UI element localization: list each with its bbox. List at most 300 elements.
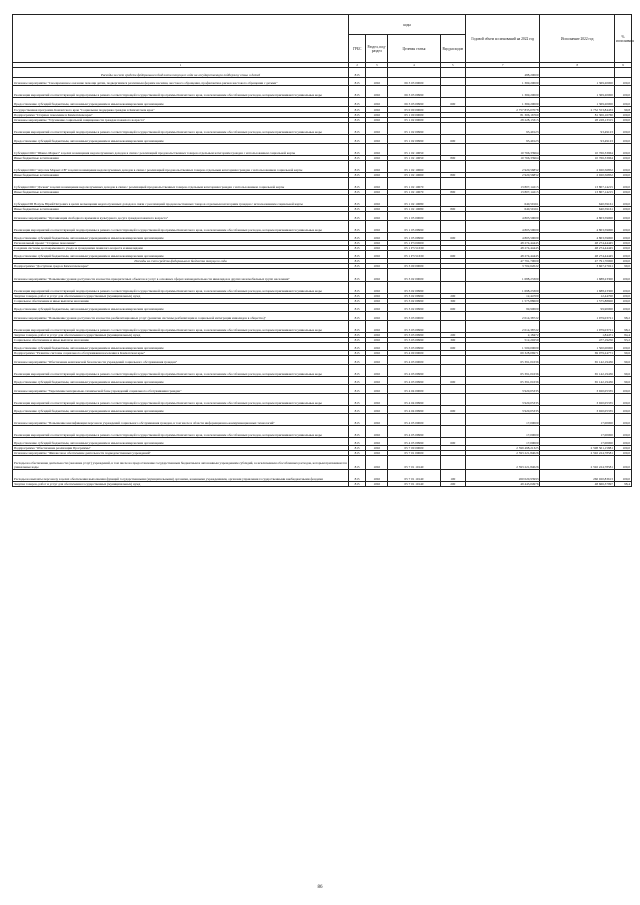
- row-vid-cell: [440, 221, 466, 233]
- row-razdel-cell: 1002: [366, 118, 388, 123]
- table-row: [13, 161, 632, 173]
- row-pct-cell: 100,0: [614, 282, 631, 294]
- table-row: [13, 365, 632, 377]
- row-vid-cell: [440, 385, 466, 394]
- row-grbs-cell: 815: [349, 123, 366, 135]
- row-pct-cell: 100,0: [614, 123, 631, 135]
- row-name-cell: Реализация мероприятий соответствующей подпрограммы в рамках соответствующей государственной программы Камчатского края, за исключением обособленных расходов, которым присваиваются уникальные коды: [13, 394, 349, 406]
- idx-cell: 5: [440, 63, 466, 68]
- row-name-cell: Реализация мероприятий соответствующей подпрограммы в рамках соответствующей государственной программы Камчатского края, за исключением обособленных расходов, которым присваиваются уникальные коды: [13, 282, 349, 294]
- row-vid-cell: [440, 365, 466, 377]
- row-vid-cell: 600: [440, 377, 466, 385]
- row-name-cell: Предоставление субсидий бюджетным, автономным учреждениям и иным некоммерческим организациям: [13, 406, 349, 414]
- row-razdel-cell: 1002: [366, 338, 388, 343]
- row-target-cell: 05 4 03 09990: [388, 365, 440, 377]
- idx-cell: 2: [349, 63, 366, 68]
- row-pct-cell: 100,0: [614, 251, 631, 259]
- row-vid-cell: 600: [440, 304, 466, 312]
- header-vid: Вид расходов: [440, 35, 466, 63]
- row-name-cell: Закупка товаров, работ и услуг для обеспечения государственных (муниципальных) нужд: [13, 333, 349, 338]
- row-grbs-cell: 815: [349, 482, 366, 487]
- row-pct-cell: 100,0: [614, 446, 631, 451]
- row-exec-cell: 1 369,20000: [540, 78, 614, 86]
- row-pct-cell: 99,0: [614, 264, 631, 269]
- row-grbs-cell: 815: [349, 68, 366, 78]
- row-grbs-cell: 815: [349, 333, 366, 338]
- row-razdel-cell: 1002: [366, 233, 388, 241]
- row-target-cell: 05 1 02 10660: [388, 173, 440, 178]
- row-exec-cell: 99,90000: [540, 304, 614, 312]
- row-razdel-cell: 1002: [366, 135, 388, 144]
- row-pct-cell: 100,0: [614, 438, 631, 446]
- row-razdel-cell: 1002: [366, 470, 388, 482]
- row-plan-cell: 260 020,93993: [466, 470, 540, 482]
- row-pct-cell: 100,0: [614, 233, 631, 241]
- row-exec-cell: 69 079,24771: [540, 351, 614, 356]
- row-pct-cell: 100,0: [614, 246, 631, 251]
- row-name-cell: Подпрограмма "Доступная среда в Камчатском крае": [13, 264, 349, 269]
- row-pct-cell: 98,2: [614, 312, 631, 321]
- row-razdel-cell: 1002: [366, 221, 388, 233]
- header-exec: Исполнение 2022 год: [540, 15, 614, 63]
- row-plan-cell: 93,49123: [466, 135, 540, 144]
- row-name-cell: Предоставление субсидий бюджетным, автономным учреждениям и иным некоммерческим организациям: [13, 304, 349, 312]
- row-target-cell: 05 7 01 10140: [388, 470, 440, 482]
- row-pct-cell: 100,0: [614, 269, 631, 282]
- row-razdel-cell: 1002: [366, 426, 388, 438]
- row-vid-cell: [440, 312, 466, 321]
- row-exec-cell: 1 979,03721: [540, 321, 614, 333]
- table-row: [13, 377, 632, 385]
- row-grbs-cell: 815: [349, 173, 366, 178]
- idx-cell: 3: [366, 63, 388, 68]
- row-name-cell: Реализация мероприятий соответствующей подпрограммы в рамках соответствующей государственной программы Камчатского края, за исключением обособленных расходов, которым присваиваются уникальные коды: [13, 426, 349, 438]
- row-plan-cell: 3 702,62022: [466, 264, 540, 269]
- row-name-cell: Предоставление субсидий бюджетным, автономным учреждениям и иным некоммерческим организациям: [13, 98, 349, 107]
- table-row: [13, 343, 632, 351]
- header-target: Целевая статья: [388, 35, 440, 63]
- row-name-cell: Расходы за счет средств федерального бюджета текущего года: [13, 259, 349, 264]
- table-row: [13, 123, 632, 135]
- table-row: [13, 233, 632, 241]
- row-target-cell: 05 7 01 00000: [388, 451, 440, 456]
- row-target-cell: 05 4 04 00000: [388, 385, 440, 394]
- table-row: [13, 406, 632, 414]
- row-razdel-cell: [366, 68, 388, 78]
- row-plan-cell: 13 807,14215: [466, 178, 540, 190]
- row-razdel-cell: 1002: [366, 156, 388, 161]
- row-vid-cell: [440, 282, 466, 294]
- row-target-cell: 05 7 00 00000: [388, 446, 440, 451]
- row-grbs-cell: 815: [349, 470, 366, 482]
- row-pct-cell: 100,0: [614, 135, 631, 144]
- row-vid-cell: [440, 86, 466, 98]
- row-razdel-cell: 1002: [366, 173, 388, 178]
- row-plan-cell: 1 688,23300: [466, 269, 540, 282]
- row-target-cell: 05 1 P3 51630: [388, 246, 440, 251]
- row-razdel-cell: 1002: [366, 321, 388, 333]
- row-name-cell: Социальное обеспечение и иные выплаты населению: [13, 338, 349, 343]
- row-vid-cell: [440, 161, 466, 173]
- row-target-cell: 05 1 02 09990: [388, 135, 440, 144]
- row-exec-cell: 10 766,33964: [540, 156, 614, 161]
- table-row: [13, 426, 632, 438]
- row-pct-cell: 100,0: [614, 304, 631, 312]
- row-target-cell: [388, 68, 440, 78]
- row-pct-cell: 100,0: [614, 144, 631, 156]
- row-exec-cell: 48 274,44445: [540, 241, 614, 246]
- row-pct-cell: 100,0: [614, 173, 631, 178]
- table-row: [13, 456, 632, 470]
- row-razdel-cell: 1002: [366, 482, 388, 487]
- row-target-cell: 05 4 04 09990: [388, 406, 440, 414]
- row-grbs-cell: 815: [349, 282, 366, 294]
- row-exec-cell: 17,00000: [540, 438, 614, 446]
- row-exec-cell: 13 807,14215: [540, 190, 614, 195]
- row-grbs-cell: 815: [349, 98, 366, 107]
- row-plan-cell: 2 757 835,07078: [466, 107, 540, 113]
- table-row: [13, 414, 632, 426]
- row-grbs-cell: 815: [349, 156, 366, 161]
- row-name-cell: Предоставление субсидий бюджетным, автономным учреждениям и иным некоммерческим организациям: [13, 343, 349, 351]
- table-row: [13, 144, 632, 156]
- header-pct: % исполнения: [614, 15, 631, 63]
- row-plan-cell: 640,59161: [466, 207, 540, 212]
- row-exec-cell: 28 228,13315: [540, 118, 614, 123]
- row-plan-cell: 12,44700: [466, 294, 540, 299]
- row-target-cell: 05 1 02 00000: [388, 118, 440, 123]
- row-razdel-cell: 1002: [366, 446, 388, 451]
- row-name-cell: Закупка товаров, работ и услуг для обеспечения государственных (муниципальных) нужд: [13, 482, 349, 487]
- row-name-cell: Государственная программа Камчатского края "Социальная поддержка граждан в Камчатском крае": [13, 107, 349, 113]
- row-exec-cell: 1 575,88600: [540, 299, 614, 304]
- row-pct-cell: 100,0: [614, 195, 631, 207]
- row-vid-cell: 600: [440, 98, 466, 107]
- row-exec-cell: 1 688,23300: [540, 282, 614, 294]
- row-target-cell: 06 3 03 00000: [388, 78, 440, 86]
- row-vid-cell: [440, 321, 466, 333]
- row-name-cell: Подпрограмма "Старшее поколение в Камчатском крае": [13, 113, 349, 118]
- row-pct-cell: 100,0: [614, 470, 631, 482]
- row-vid-cell: 800: [440, 207, 466, 212]
- row-grbs-cell: 815: [349, 446, 366, 451]
- row-grbs-cell: 815: [349, 241, 366, 246]
- row-exec-cell: 3 920,05335: [540, 394, 614, 406]
- row-razdel-cell: 1002: [366, 294, 388, 299]
- row-pct-cell: 100,0: [614, 113, 631, 118]
- table-row: [13, 251, 632, 259]
- row-grbs-cell: 815: [349, 251, 366, 259]
- row-target-cell: 05 1 05 09990: [388, 233, 440, 241]
- row-plan-cell: 65 391,01636: [466, 356, 540, 365]
- row-vid-cell: [440, 394, 466, 406]
- row-plan-cell: 1 369,20000: [466, 78, 540, 86]
- row-exec-cell: 640,59161: [540, 207, 614, 212]
- row-vid-cell: [440, 68, 466, 78]
- row-name-cell: Основное мероприятие "Своевременное оказание помощи детям, подвергшимся различным формам насилия, жестокого обращения, профилактика рисков жестокого обращения с детьми": [13, 78, 349, 86]
- header-name-cell: [13, 15, 349, 63]
- row-plan-cell: 47 791,70000: [466, 259, 540, 264]
- row-pct-cell: 100,0: [614, 161, 631, 173]
- row-grbs-cell: 815: [349, 144, 366, 156]
- row-vid-cell: 200: [440, 333, 466, 338]
- row-grbs-cell: 815: [349, 212, 366, 221]
- table-row: [13, 195, 632, 207]
- row-name-cell: Социальное обеспечение и иные выплаты населению: [13, 299, 349, 304]
- row-grbs-cell: 815: [349, 178, 366, 190]
- table-row: [13, 78, 632, 86]
- row-vid-cell: 800: [440, 190, 466, 195]
- row-target-cell: 05 4 05 09990: [388, 426, 440, 438]
- row-vid-cell: 200: [440, 482, 466, 487]
- row-grbs-cell: 815: [349, 269, 366, 282]
- row-grbs-cell: 815: [349, 338, 366, 343]
- row-pct-cell: 99,6: [614, 351, 631, 356]
- row-vid-cell: 800: [440, 173, 466, 178]
- table-row: [13, 86, 632, 98]
- row-razdel-cell: 1002: [366, 385, 388, 394]
- row-exec-cell: 1 688,23300: [540, 269, 614, 282]
- row-vid-cell: 100: [440, 470, 466, 482]
- row-grbs-cell: 815: [349, 312, 366, 321]
- row-target-cell: 05 3 03 09990: [388, 321, 440, 333]
- row-target-cell: 05 1 00 00000: [388, 113, 440, 118]
- row-vid-cell: 600: [440, 233, 466, 241]
- table-row: [13, 98, 632, 107]
- row-pct-cell: 100,0: [614, 118, 631, 123]
- row-vid-cell: [440, 269, 466, 282]
- row-razdel-cell: 1002: [366, 241, 388, 246]
- row-name-cell: Субсидия ООО "Шанкс-Маркет" в целях возмещения недополученных доходов в связи с реализацией продовольственных товаров отдельным категориям граждан с использованием социальной карты: [13, 144, 349, 156]
- row-pct-cell: 100,0: [614, 86, 631, 98]
- row-razdel-cell: 1002: [366, 207, 388, 212]
- row-plan-cell: 1 698,23300: [466, 282, 540, 294]
- row-grbs-cell: 815: [349, 304, 366, 312]
- row-exec-cell: 1 500,00000: [540, 343, 614, 351]
- row-grbs-cell: 815: [349, 394, 366, 406]
- row-target-cell: 05 3 02 00000: [388, 269, 440, 282]
- row-target-cell: 05 7 01 10140: [388, 456, 440, 470]
- row-razdel-cell: 1002: [366, 351, 388, 356]
- row-pct-cell: 99,8: [614, 107, 631, 113]
- row-grbs-cell: 815: [349, 414, 366, 426]
- row-razdel-cell: 1002: [366, 343, 388, 351]
- row-exec-cell: 12,44700: [540, 294, 614, 299]
- row-target-cell: 05 4 05 09990: [388, 438, 440, 446]
- row-exec-cell: 2 598 501,15881: [540, 446, 614, 451]
- row-vid-cell: [440, 426, 466, 438]
- row-vid-cell: [440, 78, 466, 86]
- table-row: [13, 470, 632, 482]
- row-name-cell: Расходы за счет средств федерального бюджета текущего года на государственную поддержку семьи и детей: [13, 68, 349, 78]
- row-razdel-cell: 1002: [366, 299, 388, 304]
- row-exec-cell: 2 920,56852: [540, 173, 614, 178]
- row-target-cell: 05 1 02 10660: [388, 161, 440, 173]
- row-pct-cell: 100,0: [614, 299, 631, 304]
- row-razdel-cell: 1002: [366, 107, 388, 113]
- row-pct-cell: 100,0: [614, 414, 631, 426]
- row-plan-cell: 488,20000: [466, 68, 540, 78]
- row-name-cell: Предоставление субсидий бюджетным, автономным учреждениям и иным некоммерческим организациям: [13, 438, 349, 446]
- row-target-cell: 05 3 02 09990: [388, 304, 440, 312]
- row-grbs-cell: 815: [349, 294, 366, 299]
- header-razdel: Раздел, под-раздел: [366, 35, 388, 63]
- row-exec-cell: 2 752 553,84433: [540, 107, 614, 113]
- row-grbs-cell: 815: [349, 86, 366, 98]
- row-exec-cell: 47 791,70000: [540, 259, 614, 264]
- row-razdel-cell: 1002: [366, 304, 388, 312]
- row-exec-cell: 4 803,59000: [540, 221, 614, 233]
- row-exec-cell: 1 369,20000: [540, 86, 614, 98]
- row-target-cell: 05 1 P3 00000: [388, 241, 440, 246]
- row-pct-cell: 99,6: [614, 377, 631, 385]
- row-pct-cell: [614, 68, 631, 78]
- row-name-cell: Реализация мероприятий соответствующей подпрограммы в рамках соответствующей государственной программы Камчатского края, за исключением обособленных расходов, которым присваиваются уникальные коды: [13, 123, 349, 135]
- table-row: [13, 321, 632, 333]
- row-target-cell: 05 4 04 09990: [388, 394, 440, 406]
- row-razdel-cell: 1002: [366, 456, 388, 470]
- row-plan-cell: 2 014,38722: [466, 312, 540, 321]
- row-plan-cell: 512,20250: [466, 338, 540, 343]
- row-plan-cell: 13 807,14215: [466, 190, 540, 195]
- row-razdel-cell: 1002: [366, 178, 388, 190]
- page-number: 86: [317, 885, 323, 890]
- row-grbs-cell: 815: [349, 321, 366, 333]
- row-razdel-cell: 1002: [366, 394, 388, 406]
- row-vid-cell: [440, 144, 466, 156]
- row-plan-cell: 48 274,44445: [466, 241, 540, 246]
- row-razdel-cell: 1002: [366, 195, 388, 207]
- row-plan-cell: 93,49123: [466, 123, 540, 135]
- row-exec-cell: 10 766,33964: [540, 144, 614, 156]
- row-exec-cell: 48 274,44445: [540, 246, 614, 251]
- row-plan-cell: 10 766,33964: [466, 144, 540, 156]
- row-pct-cell: 100,0: [614, 221, 631, 233]
- row-vid-cell: [440, 414, 466, 426]
- row-pct-cell: 100,0: [614, 98, 631, 107]
- row-plan-cell: 2 593 221,84026: [466, 456, 540, 470]
- row-exec-cell: 1 979,03721: [540, 312, 614, 321]
- header-grbs: ГРБС: [349, 35, 366, 63]
- row-grbs-cell: 815: [349, 246, 366, 251]
- row-vid-cell: [440, 212, 466, 221]
- row-razdel-cell: 1002: [366, 312, 388, 321]
- row-name-cell: Реализация мероприятий соответствующей подпрограммы в рамках соответствующей государственной программы Камчатского края, за исключением обособленных расходов, которым присваиваются уникальные коды: [13, 221, 349, 233]
- row-plan-cell: 48 274,44445: [466, 246, 540, 251]
- row-plan-cell: 1 369,20000: [466, 98, 540, 107]
- row-grbs-cell: 815: [349, 78, 366, 86]
- row-exec-cell: 2 592 224,78581: [540, 456, 614, 470]
- row-grbs-cell: 815: [349, 356, 366, 365]
- table-row: [13, 135, 632, 144]
- row-target-cell: 05 3 02 09990: [388, 299, 440, 304]
- row-razdel-cell: 1002: [366, 264, 388, 269]
- row-grbs-cell: 815: [349, 161, 366, 173]
- table-row: [13, 282, 632, 294]
- row-razdel-cell: 1002: [366, 269, 388, 282]
- row-grbs-cell: 815: [349, 365, 366, 377]
- row-plan-cell: 3 920,05335: [466, 406, 540, 414]
- row-pct-cell: 100,0: [614, 456, 631, 470]
- row-vid-cell: 300: [440, 299, 466, 304]
- row-name-cell: Предоставление субсидий бюджетным, автономным учреждениям и иным некоммерческим организациям: [13, 377, 349, 385]
- row-name-cell: Реализация мероприятий соответствующей подпрограммы в рамках соответствующей государственной программы Камчатского края, за исключением обособленных расходов, которым присваиваются уникальные коды: [13, 86, 349, 98]
- row-target-cell: 05 3 03 09990: [388, 338, 440, 343]
- row-pct-cell: 100,0: [614, 294, 631, 299]
- row-name-cell: Основное мероприятие "Повышение уровня доступности и качества приоритетных объектов и услуг в основных сферах жизнедеятельности инвалидов и других маломобильных групп населения": [13, 269, 349, 282]
- row-pct-cell: 100,0: [614, 406, 631, 414]
- row-grbs-cell: 815: [349, 135, 366, 144]
- row-target-cell: 05 3 03 00000: [388, 312, 440, 321]
- row-name-cell: Предоставление субсидий бюджетным, автономным учреждениям и иным некоммерческим организациям: [13, 135, 349, 144]
- row-plan-cell: 81 306,16760: [466, 113, 540, 118]
- row-name-cell: Иные бюджетные ассигнования: [13, 207, 349, 212]
- row-plan-cell: 2 599 498,21325: [466, 446, 540, 451]
- row-target-cell: 06 3 03 09990: [388, 86, 440, 98]
- row-target-cell: 06 3 03 09990: [388, 98, 440, 107]
- row-razdel-cell: 1002: [366, 144, 388, 156]
- row-grbs-cell: 815: [349, 299, 366, 304]
- row-pct-cell: 98,4: [614, 482, 631, 487]
- row-plan-cell: 3 920,05335: [466, 394, 540, 406]
- table-row: [13, 304, 632, 312]
- row-name-cell: Расходы на выплаты персоналу в целях обеспечения выполнения функций государственными (муниципальными) органами, казенными учреждениями, органами управления государственными внебюджетными фондами: [13, 470, 349, 482]
- row-vid-cell: 600: [440, 343, 466, 351]
- row-grbs-cell: 815: [349, 207, 366, 212]
- row-pct-cell: 100,0: [614, 426, 631, 438]
- row-name-cell: Реализация мероприятий соответствующей подпрограммы в рамках соответствующей государственной программы Камчатского края, за исключением обособленных расходов, которым присваиваются уникальные коды: [13, 321, 349, 333]
- row-exec-cell: 13 807,14215: [540, 178, 614, 190]
- row-plan-cell: 3 920,05335: [466, 385, 540, 394]
- row-target-cell: 05 3 03 09990: [388, 333, 440, 338]
- row-plan-cell: 2 920,56852: [466, 161, 540, 173]
- row-pct-cell: 100,0: [614, 78, 631, 86]
- row-plan-cell: 69 328,06971: [466, 351, 540, 356]
- row-pct-cell: 99,6: [614, 356, 631, 365]
- row-plan-cell: 640,59161: [466, 195, 540, 207]
- row-exec-cell: 2 920,56852: [540, 161, 614, 173]
- row-grbs-cell: 815: [349, 113, 366, 118]
- row-vid-cell: [440, 123, 466, 135]
- row-exec-cell: 1,84471: [540, 333, 614, 338]
- row-vid-cell: 300: [440, 338, 466, 343]
- idx-cell: 9: [614, 63, 631, 68]
- row-name-cell: Региональный проект "Старшее поколение": [13, 241, 349, 246]
- row-name-cell: Предоставление субсидий бюджетным, автономным учреждениям и иным некоммерческим организациям: [13, 233, 349, 241]
- row-razdel-cell: 1002: [366, 406, 388, 414]
- row-exec-cell: 48 666,37997: [540, 482, 614, 487]
- row-name-cell: Иные бюджетные ассигнования: [13, 173, 349, 178]
- row-target-cell: 05 1 02 10680: [388, 207, 440, 212]
- row-target-cell: 05 3 00 00000: [388, 264, 440, 269]
- row-razdel-cell: 1002: [366, 365, 388, 377]
- row-target-cell: 05 3 02 09990: [388, 294, 440, 299]
- row-pct-cell: 100,0: [614, 394, 631, 406]
- row-pct-cell: 100,0: [614, 207, 631, 212]
- row-exec-cell: 4 803,59000: [540, 212, 614, 221]
- row-exec-cell: 65 142,19436: [540, 377, 614, 385]
- row-exec-cell: 93,49123: [540, 135, 614, 144]
- table-row: [13, 269, 632, 282]
- row-razdel-cell: 1002: [366, 251, 388, 259]
- table-header: [13, 15, 632, 68]
- table-row: [13, 385, 632, 394]
- row-exec-cell: 48 274,44445: [540, 251, 614, 259]
- row-vid-cell: 600: [440, 251, 466, 259]
- row-grbs-cell: 815: [349, 438, 366, 446]
- row-vid-cell: 600: [440, 135, 466, 144]
- table-body: [13, 68, 632, 487]
